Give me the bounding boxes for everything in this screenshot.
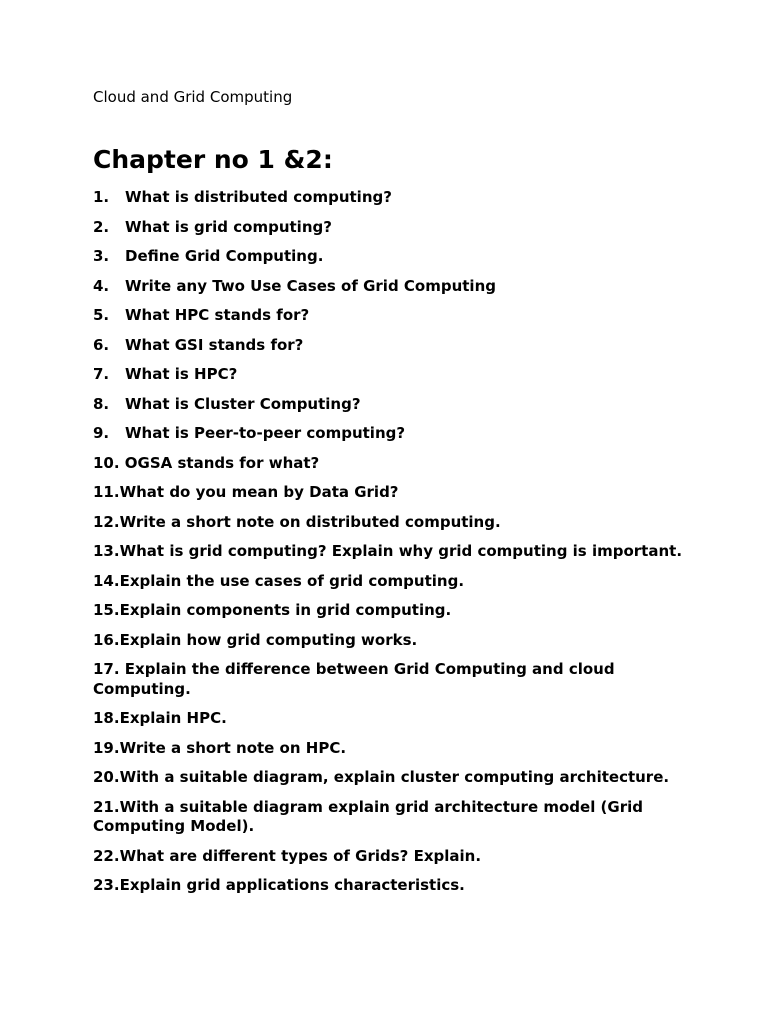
question-item [93, 218, 683, 238]
question-text: Explain components in grid computing. [119, 601, 452, 619]
question-item [93, 601, 683, 621]
question-number: 2. [93, 217, 110, 236]
question-number: 10. [93, 453, 125, 472]
question-text: With a suitable diagram explain grid architecture model (Grid Computing Model). [93, 797, 643, 835]
question-item [93, 798, 683, 837]
question-number: 15. [93, 601, 120, 619]
question-item [93, 277, 683, 297]
question-item [93, 768, 683, 788]
question-text: What is grid computing? Explain why grid computing is important. [119, 542, 683, 560]
question-text: What is HPC? [125, 365, 238, 383]
question-number: 17. [93, 660, 125, 678]
question-item [93, 247, 683, 267]
question-text: What is Cluster Computing? [125, 394, 361, 413]
question-text: With a suitable diagram, explain cluster computing architecture. [119, 768, 670, 786]
question-item [93, 739, 683, 759]
question-item [93, 631, 683, 651]
question-text: What do you mean by Data Grid? [119, 483, 399, 501]
chapter-heading: Chapter no 1 &2: [93, 145, 333, 174]
question-item [93, 336, 683, 356]
question-number: 12. [93, 512, 120, 531]
question-item [93, 365, 683, 385]
question-text: Write a short note on HPC. [119, 738, 347, 757]
question-text: What are different types of Grids? Explain. [119, 846, 482, 865]
question-text: What HPC stands for? [125, 306, 310, 324]
question-number: 9. [93, 424, 110, 442]
question-item [93, 513, 683, 533]
question-number: 7. [93, 365, 110, 383]
question-text: Write a short note on distributed computing. [119, 512, 501, 531]
question-item [93, 876, 683, 896]
question-item [93, 424, 683, 444]
question-item [93, 572, 683, 592]
question-text: Write any Two Use Cases of Grid Computing [125, 276, 496, 295]
question-text: Explain how grid computing works. [119, 630, 418, 649]
question-list [93, 188, 683, 906]
question-item [93, 709, 683, 729]
question-number: 5. [93, 306, 110, 324]
question-number: 4. [93, 276, 110, 295]
question-text: What is grid computing? [125, 217, 332, 236]
question-item [93, 395, 683, 415]
question-number: 1. [93, 188, 110, 206]
question-number: 14. [93, 571, 120, 590]
question-number: 21. [93, 797, 120, 816]
question-item [93, 542, 683, 562]
question-text: What GSI stands for? [125, 335, 304, 354]
question-number: 16. [93, 630, 120, 649]
question-number: 3. [93, 247, 110, 265]
question-item [93, 847, 683, 867]
question-number: 6. [93, 335, 110, 354]
question-item [93, 454, 683, 474]
question-number: 20. [93, 768, 120, 786]
question-item [93, 483, 683, 503]
question-item [93, 660, 683, 699]
question-number: 23. [93, 876, 120, 894]
question-text: Define Grid Computing. [125, 247, 324, 265]
question-text: What is Peer-to-peer computing? [125, 424, 406, 442]
question-item [93, 188, 683, 208]
question-number: 18. [93, 709, 120, 727]
question-number: 13. [93, 542, 120, 560]
question-text: What is distributed computing? [125, 188, 392, 206]
question-item [93, 306, 683, 326]
question-number: 19. [93, 738, 120, 757]
question-text: OGSA stands for what? [124, 453, 320, 472]
question-number: 8. [93, 394, 110, 413]
question-text: Explain grid applications characteristics. [119, 876, 465, 894]
question-text: Explain HPC. [119, 709, 227, 727]
question-number: 22. [93, 846, 120, 865]
question-text: Explain the difference between Grid Computing and cloud Computing. [93, 660, 615, 698]
document-title: Cloud and Grid Computing [93, 88, 293, 106]
question-number: 11. [93, 483, 120, 501]
question-text: Explain the use cases of grid computing. [119, 571, 465, 590]
